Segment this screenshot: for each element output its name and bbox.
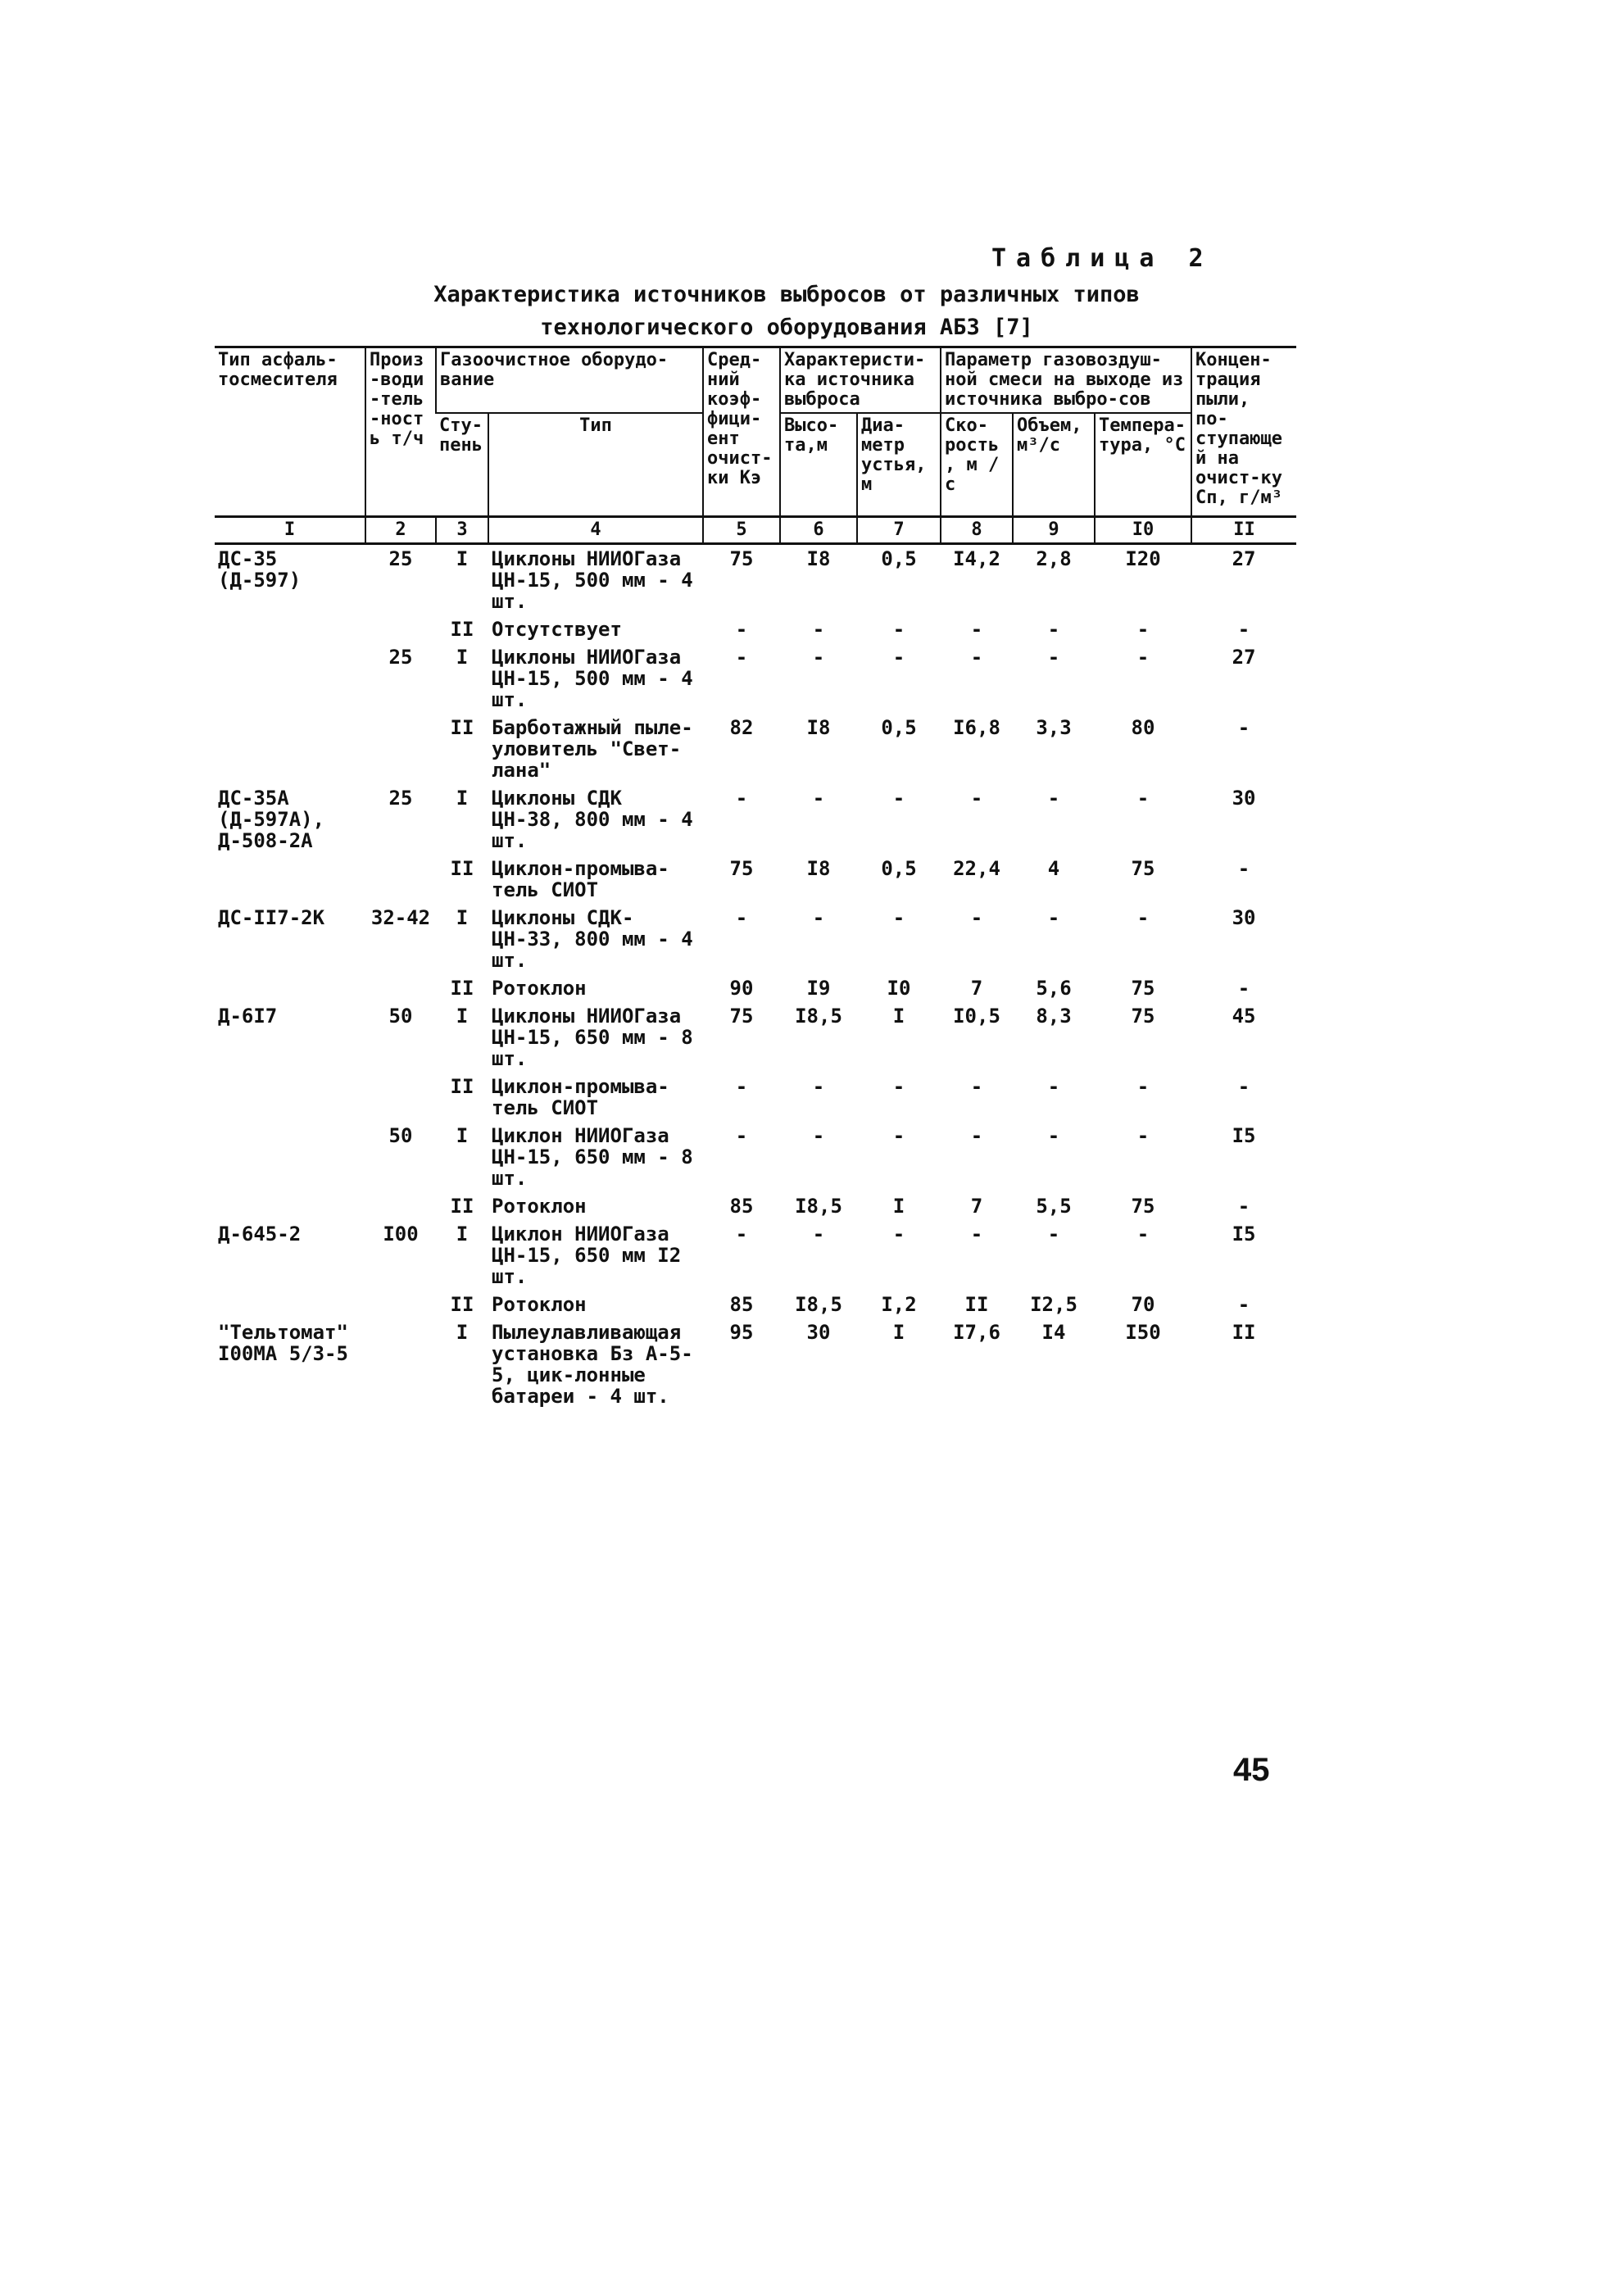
- cell-height: I8,5: [795, 1195, 842, 1218]
- cell-diameter: -: [892, 1075, 905, 1098]
- cell-cleaning-coefficient: -: [735, 1223, 748, 1245]
- cell-stage: II: [450, 1293, 474, 1316]
- cell-equipment-type: Пылеулавливающая установка Бз А-5-5, цик-лонные батареи - 4 шт.: [492, 1321, 693, 1408]
- table-row: [215, 974, 1296, 1002]
- header-cleaning-coefficient: Сред-ний коэф-фици-ент очист-ки Кэ: [703, 347, 780, 517]
- header-temperature: Темпера-тура, °С: [1095, 413, 1191, 517]
- cell-velocity: -: [970, 1124, 983, 1147]
- table-row: [215, 714, 1296, 784]
- column-number: 3: [436, 517, 488, 544]
- cell-productivity: 32-42: [370, 906, 431, 929]
- cell-diameter: -: [892, 646, 905, 669]
- cell-equipment-type: Циклоны НИИОГаза ЦН-15, 500 мм - 4 шт.: [492, 646, 693, 711]
- cell-mixer-type: Д-645-2: [218, 1223, 302, 1245]
- cell-stage: I: [456, 646, 469, 669]
- cell-mixer-type: [215, 1122, 365, 1192]
- cell-temperature: -: [1136, 1124, 1150, 1147]
- table-row: [215, 544, 1296, 616]
- cell-mixer-type: [215, 1192, 365, 1220]
- table-row: [215, 643, 1296, 714]
- table-row: [215, 784, 1296, 855]
- cell-temperature: 75: [1131, 977, 1155, 1000]
- table-label: Таблица 2: [991, 244, 1213, 273]
- cell-temperature: -: [1136, 787, 1150, 810]
- column-number: 2: [365, 517, 436, 544]
- cell-temperature: I50: [1125, 1321, 1161, 1344]
- cell-productivity: 50: [388, 1005, 413, 1028]
- cell-mixer-type: "Тельтомат" I00МА 5/3-5: [218, 1321, 348, 1365]
- cell-mixer-type: [215, 1291, 365, 1318]
- column-number: 5: [703, 517, 780, 544]
- cell-volume: 8,3: [1036, 1005, 1072, 1028]
- cell-velocity: 22,4: [953, 857, 1000, 880]
- cell-equipment-type: Отсутствует: [492, 618, 622, 641]
- cell-temperature: -: [1136, 646, 1150, 669]
- column-number-row: [215, 517, 1296, 544]
- cell-concentration: -: [1237, 977, 1250, 1000]
- cell-stage: I: [456, 1124, 469, 1147]
- cell-diameter: -: [892, 1223, 905, 1245]
- cell-cleaning-coefficient: -: [735, 1124, 748, 1147]
- header-gas-air-mixture-parameters: Параметр газовоздуш-ной смеси на выходе из источника выбро-сов: [941, 347, 1191, 414]
- header-height: Высо-та,м: [780, 413, 857, 517]
- cell-equipment-type: Циклоны НИИОГаза ЦН-15, 500 мм - 4 шт.: [492, 547, 693, 613]
- cell-diameter: -: [892, 906, 905, 929]
- cell-equipment-type: Ротоклон: [492, 1195, 587, 1218]
- cell-productivity: [365, 1073, 436, 1122]
- cell-mixer-type: [215, 714, 365, 784]
- table-caption-line-2: технологического оборудования АБЗ [7]: [540, 315, 1033, 340]
- cell-equipment-type: Циклон-промыва-тель СИОТ: [492, 857, 669, 901]
- header-equipment-type: Тип: [488, 413, 703, 517]
- cell-cleaning-coefficient: 75: [729, 857, 754, 880]
- cell-productivity: [365, 1192, 436, 1220]
- cell-mixer-type: [215, 615, 365, 643]
- cell-velocity: 7: [970, 977, 983, 1000]
- cell-height: I8,5: [795, 1005, 842, 1028]
- cell-cleaning-coefficient: -: [735, 906, 748, 929]
- cell-mixer-type: [215, 974, 365, 1002]
- cell-cleaning-coefficient: 90: [729, 977, 754, 1000]
- page-number: 45: [1233, 1752, 1270, 1788]
- cell-productivity: 50: [388, 1124, 413, 1147]
- cell-height: I8: [806, 857, 831, 880]
- cell-volume: 5,5: [1036, 1195, 1072, 1218]
- cell-equipment-type: Ротоклон: [492, 977, 587, 1000]
- cell-concentration: 30: [1232, 787, 1256, 810]
- cell-productivity: [365, 855, 436, 904]
- cell-equipment-type: Циклоны СДК ЦН-38, 800 мм - 4 шт.: [492, 787, 693, 852]
- cell-productivity: 25: [388, 787, 413, 810]
- cell-productivity: [365, 974, 436, 1002]
- cell-temperature: 80: [1131, 716, 1155, 739]
- cell-velocity: -: [970, 618, 983, 641]
- cell-stage: I: [456, 787, 469, 810]
- cell-velocity: -: [970, 787, 983, 810]
- cell-mixer-type: Д-6I7: [218, 1005, 278, 1028]
- cell-equipment-type: Циклон-промыва-тель СИОТ: [492, 1075, 669, 1119]
- cell-height: -: [812, 1075, 825, 1098]
- cell-cleaning-coefficient: -: [735, 787, 748, 810]
- cell-velocity: -: [970, 646, 983, 669]
- cell-velocity: I7,6: [953, 1321, 1000, 1344]
- header-gas-cleaning-equipment: Газоочистное оборудо-вание: [436, 347, 703, 414]
- cell-volume: 4: [1047, 857, 1060, 880]
- table-row: [215, 1122, 1296, 1192]
- cell-productivity: I00: [383, 1223, 419, 1245]
- cell-concentration: I5: [1232, 1223, 1256, 1245]
- cell-height: -: [812, 1223, 825, 1245]
- cell-volume: -: [1047, 1124, 1060, 1147]
- cell-mixer-type: ДС-35А (Д-597А), Д-508-2А: [218, 787, 325, 852]
- cell-concentration: 27: [1232, 646, 1256, 669]
- cell-stage: II: [450, 618, 474, 641]
- cell-diameter: I: [892, 1005, 905, 1028]
- cell-volume: -: [1047, 618, 1060, 641]
- cell-equipment-type: Циклоны СДК-ЦН-33, 800 мм - 4 шт.: [492, 906, 693, 972]
- cell-cleaning-coefficient: -: [735, 646, 748, 669]
- emissions-table: [215, 346, 1296, 1410]
- cell-height: -: [812, 646, 825, 669]
- cell-diameter: I: [892, 1195, 905, 1218]
- cell-velocity: I4,2: [953, 547, 1000, 570]
- cell-volume: -: [1047, 1223, 1060, 1245]
- cell-stage: I: [456, 1223, 469, 1245]
- cell-velocity: I6,8: [953, 716, 1000, 739]
- cell-productivity: 25: [388, 547, 413, 570]
- cell-diameter: I,2: [881, 1293, 917, 1316]
- header-stage: Сту-пень: [436, 413, 488, 517]
- cell-height: I8,5: [795, 1293, 842, 1316]
- cell-mixer-type: ДС-II7-2К: [218, 906, 325, 929]
- cell-height: I9: [806, 977, 831, 1000]
- cell-productivity: [365, 1318, 436, 1410]
- cell-concentration: II: [1232, 1321, 1256, 1344]
- header-volume: Объем, м³/с: [1013, 413, 1095, 517]
- cell-equipment-type: Циклон НИИОГаза ЦН-15, 650 мм I2 шт.: [492, 1223, 682, 1288]
- column-number: 4: [488, 517, 703, 544]
- cell-temperature: -: [1136, 1223, 1150, 1245]
- cell-mixer-type: [215, 855, 365, 904]
- cell-concentration: 27: [1232, 547, 1256, 570]
- header-source-characteristics: Характеристи-ка источника выброса: [780, 347, 941, 414]
- cell-temperature: 75: [1131, 1195, 1155, 1218]
- cell-diameter: -: [892, 787, 905, 810]
- cell-volume: -: [1047, 787, 1060, 810]
- cell-equipment-type: Циклон НИИОГаза ЦН-15, 650 мм - 8 шт.: [492, 1124, 693, 1190]
- cell-temperature: 75: [1131, 857, 1155, 880]
- cell-stage: II: [450, 1075, 474, 1098]
- cell-concentration: -: [1237, 1195, 1250, 1218]
- cell-stage: II: [450, 716, 474, 739]
- table-row: [215, 1002, 1296, 1073]
- cell-diameter: 0,5: [881, 547, 917, 570]
- cell-diameter: 0,5: [881, 857, 917, 880]
- cell-cleaning-coefficient: 75: [729, 547, 754, 570]
- cell-velocity: II: [964, 1293, 989, 1316]
- cell-mixer-type: [215, 643, 365, 714]
- cell-height: I8: [806, 547, 831, 570]
- cell-diameter: I: [892, 1321, 905, 1344]
- cell-height: -: [812, 618, 825, 641]
- cell-productivity: [365, 714, 436, 784]
- column-number: 8: [941, 517, 1013, 544]
- cell-temperature: -: [1136, 906, 1150, 929]
- cell-mixer-type: [215, 1073, 365, 1122]
- cell-equipment-type: Ротоклон: [492, 1293, 587, 1316]
- cell-cleaning-coefficient: 82: [729, 716, 754, 739]
- cell-temperature: -: [1136, 618, 1150, 641]
- table-row: [215, 1318, 1296, 1410]
- cell-cleaning-coefficient: -: [735, 618, 748, 641]
- cell-temperature: -: [1136, 1075, 1150, 1098]
- cell-height: 30: [806, 1321, 831, 1344]
- cell-temperature: 70: [1131, 1293, 1155, 1316]
- cell-velocity: I0,5: [953, 1005, 1000, 1028]
- cell-stage: I: [456, 1321, 469, 1344]
- column-number: II: [1191, 517, 1296, 544]
- table-row: [215, 615, 1296, 643]
- table-row: [215, 904, 1296, 974]
- cell-concentration: -: [1237, 716, 1250, 739]
- cell-volume: -: [1047, 1075, 1060, 1098]
- cell-stage: II: [450, 857, 474, 880]
- cell-volume: 3,3: [1036, 716, 1072, 739]
- cell-volume: 2,8: [1036, 547, 1072, 570]
- cell-volume: I4: [1041, 1321, 1066, 1344]
- cell-temperature: I20: [1125, 547, 1161, 570]
- cell-height: I8: [806, 716, 831, 739]
- header-dust-concentration: Концен-трация пыли, по-ступающей на очист-ку Сп, г/м³: [1191, 347, 1296, 517]
- cell-equipment-type: Барботажный пыле-уловитель "Свет-лана": [492, 716, 693, 782]
- table-header: [215, 347, 1296, 544]
- cell-productivity: 25: [388, 646, 413, 669]
- cell-diameter: -: [892, 618, 905, 641]
- cell-cleaning-coefficient: 95: [729, 1321, 754, 1344]
- header-productivity: Произ-води-тель-ность т/ч: [365, 347, 436, 517]
- cell-cleaning-coefficient: 85: [729, 1293, 754, 1316]
- table-row: [215, 1192, 1296, 1220]
- cell-stage: I: [456, 1005, 469, 1028]
- cell-cleaning-coefficient: 75: [729, 1005, 754, 1028]
- header-velocity: Ско-рость, м /с: [941, 413, 1013, 517]
- cell-velocity: -: [970, 1223, 983, 1245]
- cell-volume: -: [1047, 646, 1060, 669]
- table-row: [215, 1073, 1296, 1122]
- cell-diameter: -: [892, 1124, 905, 1147]
- cell-stage: II: [450, 1195, 474, 1218]
- cell-height: -: [812, 1124, 825, 1147]
- cell-stage: I: [456, 547, 469, 570]
- column-number: 9: [1013, 517, 1095, 544]
- cell-height: -: [812, 787, 825, 810]
- cell-volume: -: [1047, 906, 1060, 929]
- cell-temperature: 75: [1131, 1005, 1155, 1028]
- table-row: [215, 1220, 1296, 1291]
- cell-productivity: [365, 1291, 436, 1318]
- column-number: 7: [857, 517, 941, 544]
- cell-concentration: 30: [1232, 906, 1256, 929]
- table-caption-line-1: Характеристика источников выбросов от различных типов: [433, 282, 1140, 307]
- cell-concentration: I5: [1232, 1124, 1256, 1147]
- cell-mixer-type: ДС-35 (Д-597): [218, 547, 302, 592]
- cell-concentration: 45: [1232, 1005, 1256, 1028]
- cell-volume: 5,6: [1036, 977, 1072, 1000]
- table-row: [215, 1291, 1296, 1318]
- cell-diameter: 0,5: [881, 716, 917, 739]
- cell-concentration: -: [1237, 1075, 1250, 1098]
- table-body: [215, 544, 1296, 1411]
- cell-concentration: -: [1237, 857, 1250, 880]
- cell-cleaning-coefficient: 85: [729, 1195, 754, 1218]
- column-number: I: [215, 517, 365, 544]
- cell-velocity: 7: [970, 1195, 983, 1218]
- cell-velocity: -: [970, 1075, 983, 1098]
- cell-velocity: -: [970, 906, 983, 929]
- cell-concentration: -: [1237, 618, 1250, 641]
- column-number: I0: [1095, 517, 1191, 544]
- table-row: [215, 855, 1296, 904]
- header-mixer-type: Тип асфаль-тосмесителя: [215, 347, 365, 517]
- cell-cleaning-coefficient: -: [735, 1075, 748, 1098]
- cell-equipment-type: Циклоны НИИОГаза ЦН-15, 650 мм - 8 шт.: [492, 1005, 693, 1070]
- column-number: 6: [780, 517, 857, 544]
- cell-stage: II: [450, 977, 474, 1000]
- cell-concentration: -: [1237, 1293, 1250, 1316]
- cell-productivity: [365, 615, 436, 643]
- header-mouth-diameter: Диа-метр устья, м: [857, 413, 941, 517]
- cell-height: -: [812, 906, 825, 929]
- cell-diameter: I0: [887, 977, 911, 1000]
- cell-stage: I: [456, 906, 469, 929]
- cell-volume: I2,5: [1030, 1293, 1077, 1316]
